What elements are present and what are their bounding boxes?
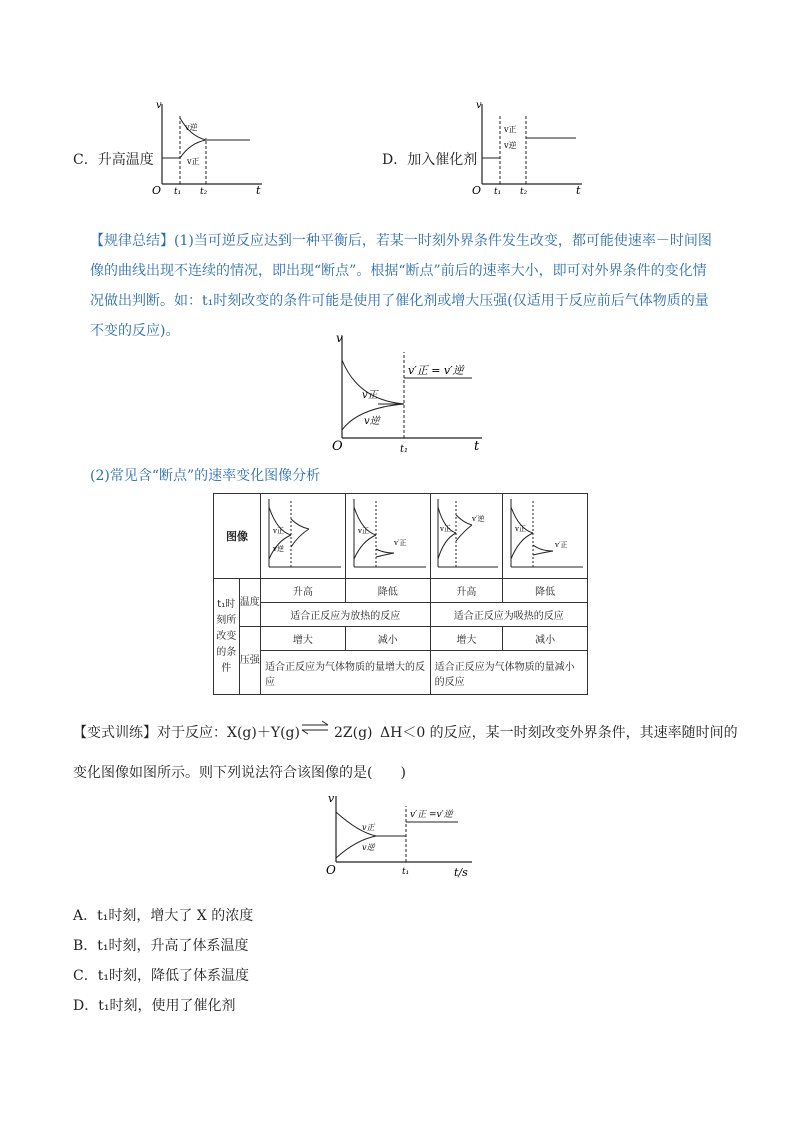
mini-graph-1 <box>263 495 343 575</box>
pressure-change-1: 增大 <box>260 627 345 651</box>
option-c-label: C．升高温度 <box>73 152 154 168</box>
origin-label: O <box>152 184 162 197</box>
v-zheng-label: v正 <box>504 125 517 134</box>
t1-label: t₁ <box>494 187 502 197</box>
row-header-image: 图像 <box>214 494 261 579</box>
axis-v-label: v <box>336 331 343 345</box>
pressure-note-decrease: 适合正反应为气体物质的量减小的反应 <box>430 651 587 695</box>
v-zheng-label: v正 <box>357 526 369 535</box>
exercise-line1-prefix: 【变式训练】对于反应：X(g)＋Y(g) <box>73 725 300 741</box>
exercise-line1-suffix: ΔH＜0 的反应，某一时刻改变外界条件，其速率随时间的 <box>380 725 738 741</box>
v-zheng-label: v正 <box>362 823 375 832</box>
option-c: C．t₁时刻，降低了体系温度 <box>73 968 249 984</box>
v-prime-zheng-label: v′正 <box>393 538 407 547</box>
t2-label: t₂ <box>200 187 208 197</box>
pressure-change-2: 减小 <box>345 627 430 651</box>
mini-graph-3 <box>432 495 500 575</box>
graph-c <box>150 98 270 198</box>
temp-change-4: 降低 <box>503 579 588 603</box>
exercise-product: 2Z(g) <box>334 725 373 741</box>
temp-note-endothermic: 适合正反应为吸热的反应 <box>430 603 587 627</box>
origin-label: O <box>332 439 343 454</box>
pressure-note-increase: 适合正反应为气体物质的量增大的反应 <box>260 651 430 695</box>
mini-graph-4 <box>505 495 585 575</box>
row-header-condition: t₁时刻所改变的条件 <box>214 579 240 695</box>
origin-label: O <box>326 863 336 877</box>
v-ni-label: v逆 <box>185 123 198 132</box>
axis-t-label: t <box>474 439 480 454</box>
graph-d <box>470 98 590 198</box>
axis-v-label: v <box>476 100 482 111</box>
pressure-change-4: 减小 <box>503 627 588 651</box>
v-ni-label: v逆 <box>364 416 380 427</box>
v-zheng-label: v正 <box>362 390 378 401</box>
mini-graph-2 <box>348 495 428 575</box>
row-header-pressure: 压强 <box>239 627 260 695</box>
row-header-temperature: 温度 <box>239 579 260 627</box>
temp-change-1: 升高 <box>260 579 345 603</box>
option-a: A．t₁时刻，增大了 X 的浓度 <box>73 908 254 924</box>
v-ni-label: v逆 <box>504 141 517 150</box>
axis-t-label: t <box>256 184 261 197</box>
v-prime-zheng-label: v′正 <box>555 540 568 549</box>
axis-v-label: v <box>328 792 335 805</box>
v-zheng-label: v正 <box>272 526 284 535</box>
t1-label: t₁ <box>174 187 182 197</box>
temp-change-3: 升高 <box>430 579 503 603</box>
breakpoint-table <box>213 493 588 695</box>
subheading-breakpoint-analysis: (2)常见含“断点”的速率变化图像分析 <box>90 468 321 484</box>
option-d: D．t₁时刻，使用了催化剂 <box>73 998 236 1014</box>
origin-label: O <box>472 184 482 197</box>
axis-v-label: v <box>156 100 162 111</box>
reversible-arrow-icon <box>300 720 330 736</box>
table-graph-2 <box>345 494 430 579</box>
temp-change-2: 降低 <box>345 579 430 603</box>
t1-label: t₁ <box>402 867 410 877</box>
v-zheng-label: v正 <box>440 524 452 533</box>
v-zheng-curve <box>180 140 206 158</box>
rule-summary-paragraph: 【规律总结】(1)当可逆反应达到一种平衡后，若某一时刻外界条件发生改变，都可能使速率－时间图像的曲线出现不连续的情况，即出现“断点”。根据“断点”前后的速率大小，即可对外界条件的变化情况做出判断。如：t₁时刻改变的条件可能是使用了催化剂或增大压强(仅适用于反应前后气体物质的量不变的反应)。 <box>90 233 712 339</box>
t2-label: t₂ <box>520 187 528 197</box>
table-graph-1 <box>260 494 345 579</box>
v-ni-label: v逆 <box>272 544 284 553</box>
option-d-label: D．加入催化剂 <box>382 152 478 168</box>
temp-note-exothermic: 适合正反应为放热的反应 <box>260 603 430 627</box>
v-ni-label: v逆 <box>362 843 375 852</box>
exercise-graph <box>322 790 482 880</box>
table-graph-3 <box>430 494 503 579</box>
v-prime-ni-label: v′逆 <box>472 514 485 523</box>
exercise-line2: 变化图像如图所示。则下列说法符合该图像的是( ) <box>73 765 406 781</box>
axis-t-label: t <box>576 184 581 197</box>
v-prime-equal-label: v′正 =v′逆 <box>410 810 453 820</box>
t1-label: t₁ <box>400 444 409 455</box>
v-prime-equal-label: v′正 = v′逆 <box>408 364 464 377</box>
table-graph-4 <box>503 494 588 579</box>
v-zheng-label: v正 <box>515 524 527 533</box>
axis-ts-label: t/s <box>454 866 468 879</box>
pressure-change-3: 增大 <box>430 627 503 651</box>
option-b: B．t₁时刻，升高了体系温度 <box>73 938 249 954</box>
breakpoint-graph <box>328 330 488 460</box>
v-zheng-label: v正 <box>187 157 200 166</box>
